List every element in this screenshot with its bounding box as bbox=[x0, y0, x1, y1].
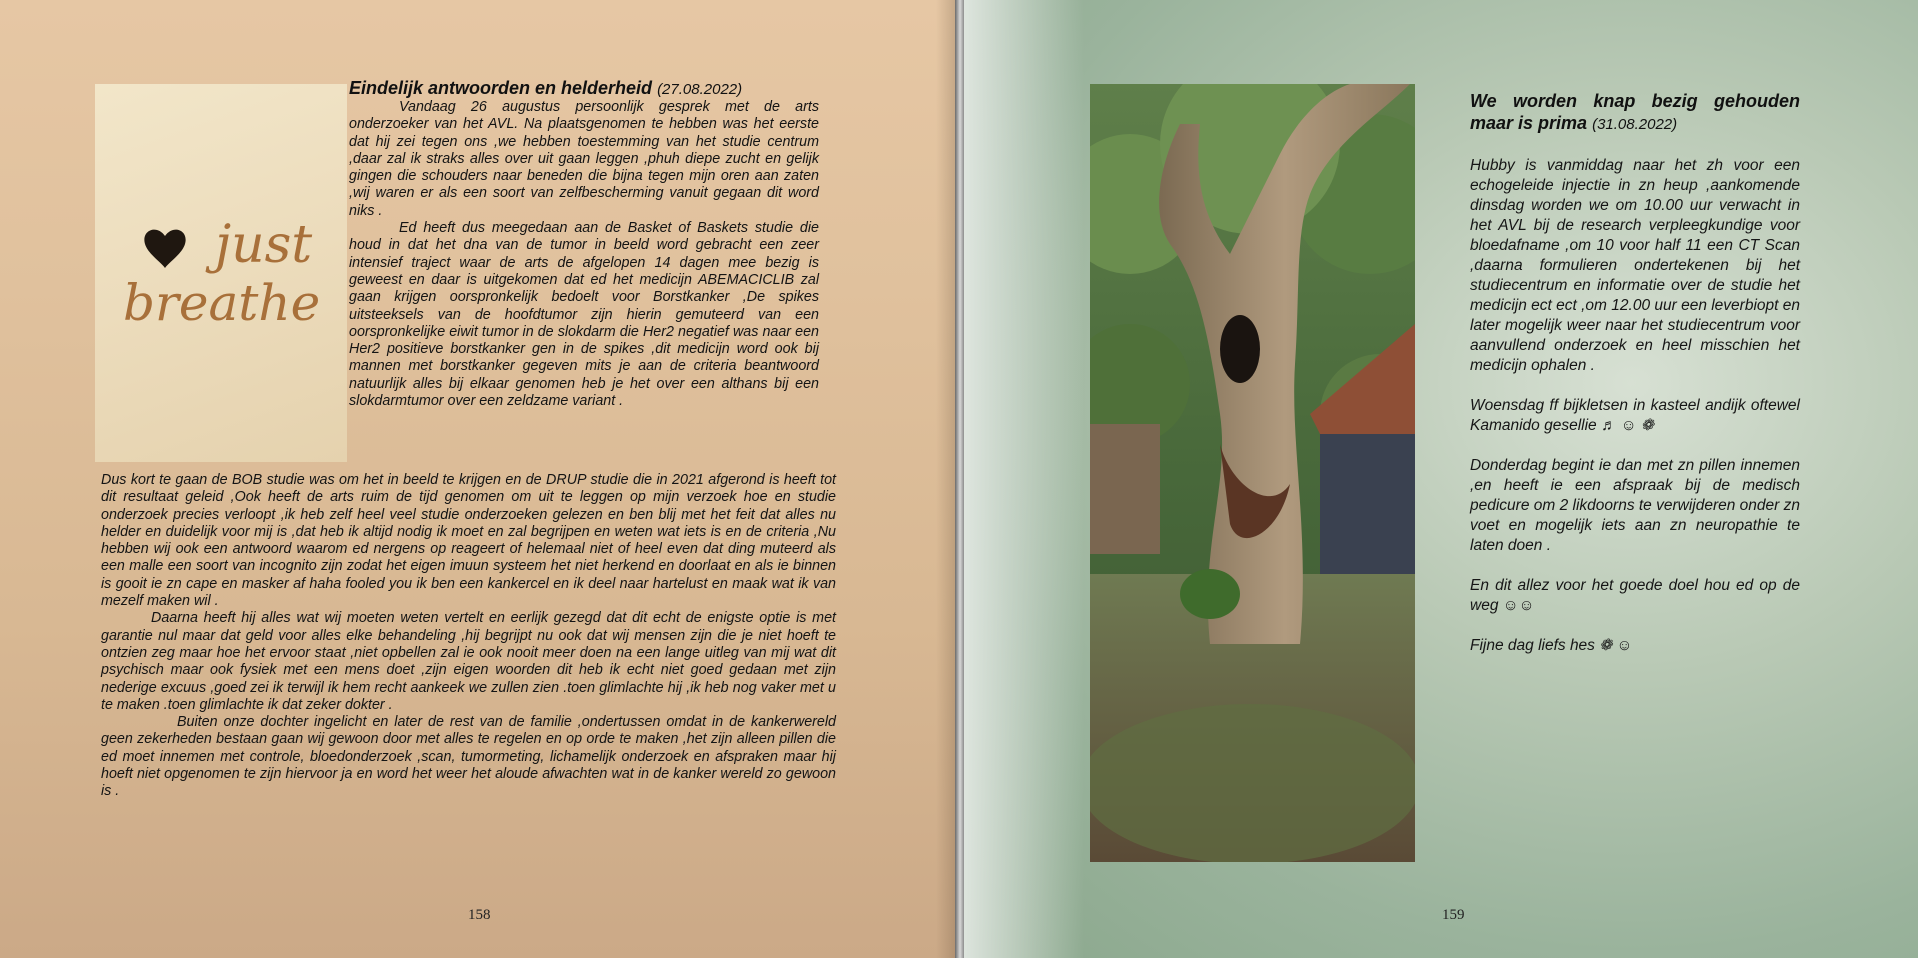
heart-icon bbox=[144, 230, 185, 268]
spacer bbox=[1470, 616, 1800, 636]
right-title-text: We worden knap bezig gehouden maar is prima bbox=[1470, 91, 1800, 133]
right-page bbox=[964, 0, 1918, 958]
paragraph-3: Dus kort te gaan de BOB studie was om het in beeld te krijgen en de DRUP studie die in 2021 afgerond is heeft tot dit resultaat geleid ,Ook heeft de arts ruim de tijd genomen om uit te leggen op mijn verzoek hoe en studie onderzoek precies verloopt ,ik heb zelf heel veel studie onderzoeken gelezen en ben blij met het feit dat alles nu helder en duidelijk voor mij is ,dat heb ik altijd nodig ik moet en zal begrijpen en weten wat iets is en de criteria ,Nu hebben wij ook een antwoord waarom ed nergens op reageert of helemaal niet of heel even dat ding muteerd als een malle een soort van incognito zijn zodat het eigen imuun systeem het niet herkend en doorlaat en als ie binnen is gooit ie zn cape en masker af haha fooled you ik ben een kankercel en ik deel naar hartelust en maak wat ik van mezelf maken wil . bbox=[101, 472, 836, 610]
article-date: (27.08.2022) bbox=[657, 81, 743, 98]
paragraph-1: Vandaag 26 augustus persoonlijk gesprek met de arts onderzoeker van het AVL. Na plaatsgenomen te hebben was het eerste dat hij zei tegen ons ,we hebben toestemming van het studie centrum ,daar zal ik straks alles over uit gaan leggen ,phuh diepe zucht en gelijk gingen die schouders naar beneden die bijna tegen mijn oren aan zaten ,wij waren er als een soort van zelfbescherming vanuit gegaan dit word niks . bbox=[349, 99, 819, 219]
page-number-right: 159 bbox=[1442, 907, 1465, 923]
spacer bbox=[1470, 556, 1800, 576]
right-article-date: (31.08.2022) bbox=[1592, 116, 1678, 133]
page-number-left: 158 bbox=[468, 907, 491, 923]
right-article-title bbox=[1470, 90, 1800, 136]
right-paragraph-2: Woensdag ff bijkletsen in kasteel andijk oftewel Kamanido gesellie ♬ ☺ ❁ bbox=[1470, 397, 1800, 434]
spacer bbox=[1470, 436, 1800, 456]
just-breathe-image bbox=[95, 84, 347, 462]
right-paragraph-3: Donderdag begint ie dan met zn pillen innemen ,en heeft ie een afspraak bij de medisch pedicure om 2 likdoorns te verwijderen onder zn voet en mogelijk iets aan zn neuropathie te laten doen . bbox=[1470, 457, 1800, 554]
right-paragraph-4: En dit allez voor het goede doel hou ed op de weg ☺☺ bbox=[1470, 577, 1800, 614]
spacer bbox=[1470, 376, 1800, 396]
right-paragraph-5: Fijne dag liefs hes ❁ ☺ bbox=[1470, 637, 1633, 654]
right-paragraph-1: Hubby is vanmiddag naar het zh voor een echogeleide injectie in zn heup ,aankomende dinsdag worden we om 10.00 uur verwacht in het AVL bij de research verpleegkundige voor bloedafname ,om 10 voor half 11 een CT Scan ,daarna formulieren ondertekenen bij het studiecentrum en informatie over de studie het medicijn ect ect ,om 12.00 uur een leverbiopt en later mogelijk weer naar het studiecentrum voor aanvullend onderzoek en heel misschien het medicijn ophalen . bbox=[1470, 157, 1800, 374]
just-breathe-illustration bbox=[95, 84, 347, 462]
paragraph-4: Daarna heeft hij alles wat wij moeten weten vertelt en eerlijk gezegd dat dit echt de enigste optie is met garantie nul maar dat geld voor alles elke behandeling ,hij begrijpt nu ook dat wij mensen zijn die je niet hoeft te ontzien zeg maar hoe het ervoor staat ,niet opbellen zal ie ook nooit meer doen na een lange uitleg van mij wat dit psychisch maar ook fysiek met een mens doet ,zijn eigen woorden dit heb ik echt niet goed gedaan met zijn nederige excuus ,goed zei ik terwijl ik hem recht aankeek we zullen zien .toen glimlachte hij ,ik heb nog vaker met u te maken .toen glimlachte ik dat zeker dokter . bbox=[101, 610, 836, 713]
breathe-text: breathe bbox=[123, 274, 321, 332]
article-title bbox=[349, 78, 819, 99]
spacer bbox=[1470, 136, 1800, 156]
tree-photo-illustration bbox=[1090, 84, 1415, 862]
article-body bbox=[101, 472, 836, 801]
paragraph-5: Buiten onze dochter ingelicht en later de rest van de familie ,ondertussen omdat in de kankerwereld geen zekerheden bestaan gaan wij gewoon door met alles te regelen en op orde te maken ,het zijn alleen pillen die ed moet innemen met controle, bloedonderzoek ,scan, tumormeting, lichamelijk onderzoek en afspraken maar hij hoeft niet opgenomen te zijn hiervoor ja en word het weer het aloude afwachten wat in de kanker wereld zo gewoon is . bbox=[101, 714, 836, 800]
title-text: Eindelijk antwoorden en helderheid bbox=[349, 78, 653, 98]
right-article bbox=[1470, 90, 1800, 656]
tree-photo bbox=[1090, 84, 1415, 862]
paragraph-2: Ed heeft dus meegedaan aan de Basket of Baskets studie die houd in dat het dna van de tumor in beeld word gebracht een zeer intensief traject waar de arts de afgelopen 14 dagen mee bezig is geweest en daar is uitgekomen dat ed het medicijn ABEMACICLIB zal gaan krijgen oorspronkelijk bedoelt voor Borstkanker ,De spikes uitsteeksels van de hoofdtumor zijn hierin gemuteerd van een oorspronkelijke eiwit tumor in de slokdarm die Her2 negatief was naar een Her2 positieve borstkanker gen in de spikes ,dit medicijn word ook bij mannen met borstkanker gegeven mits je aan de criteria beantwoord natuurlijk alles bij elkaar genomen heb je het over een althans bij een slokdarmtumor over een zeldzame variant . bbox=[349, 220, 819, 410]
article-header bbox=[349, 78, 819, 410]
just-text: just bbox=[215, 215, 313, 275]
